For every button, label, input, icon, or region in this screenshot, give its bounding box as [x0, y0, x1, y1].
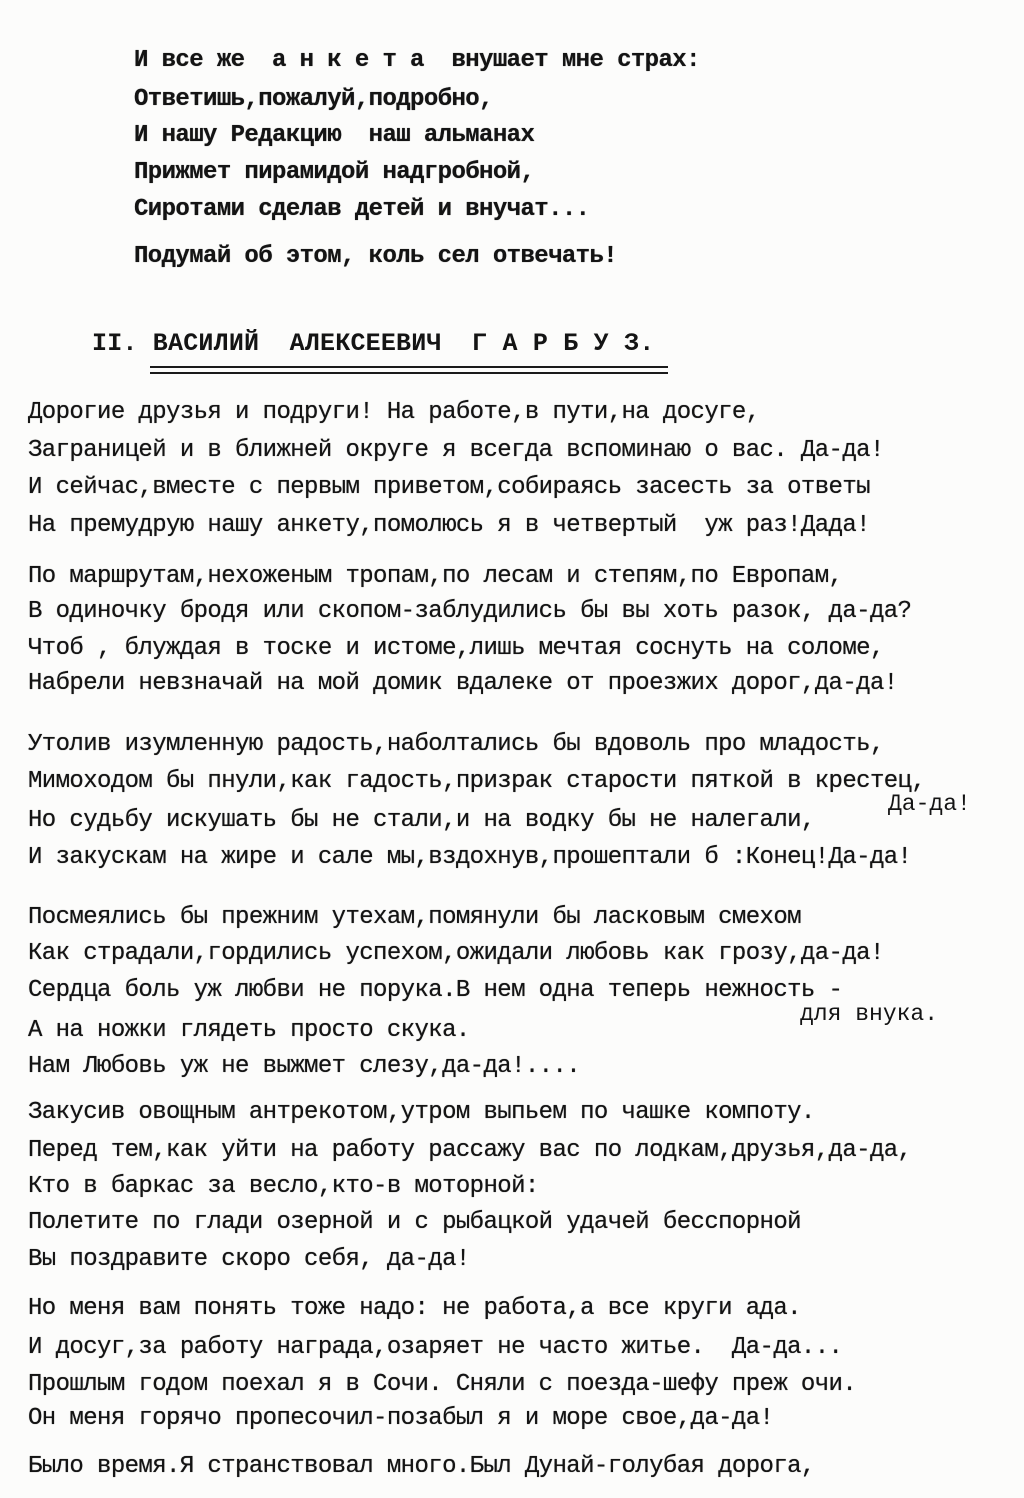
interlinear-da-da: Да-да! — [888, 791, 971, 817]
body-line: Сердца боль уж любви не порука.В нем одна теперь нежность - — [28, 977, 843, 1004]
body-line: Было время.Я странствовал много.Был Дунай-голубая дорога, — [28, 1453, 815, 1480]
body-line: На премудрую нашу анкету,помолюсь я в четвертый уж раз!Дада! — [28, 512, 870, 539]
body-line: Кто в баркас за весло,кто-в моторной: — [28, 1173, 539, 1200]
body-line: Набрели невзначай на мой домик вдалеке от проезжих дорог,да-да! — [28, 670, 898, 697]
body-line: И досуг,за работу награда,озаряет не часто житье. Да-да... — [28, 1334, 843, 1361]
body-line: Перед тем,как уйти на работу рассажу вас по лодкам,друзья,да-да, — [28, 1137, 912, 1164]
body-line: Полетите по глади озерной и с рыбацкой удачей бесспорной — [28, 1209, 801, 1236]
section-heading: II. ВАСИЛИЙ АЛЕКСЕЕВИЧ Г А Р Б У З. — [92, 329, 655, 358]
body-line: Нам Любовь уж не выжмет слезу,да-да!.... — [28, 1053, 581, 1080]
stanza-line: Прижмет пирамидой надгробной, — [134, 159, 535, 186]
body-line: Но меня вам понять тоже надо: не работа,а все круги ада. — [28, 1295, 801, 1322]
stanza-line: Сиротами сделав детей и внучат... — [134, 196, 590, 223]
body-line: И закускам на жире и сале мы,вздохнув,прошептали б :Конец!Да-да! — [28, 844, 912, 871]
interlinear-dlya-vnuka: для внука. — [800, 1001, 939, 1027]
heading-underline — [150, 366, 668, 368]
body-line: Как страдали,гордились успехом,ожидали любовь как грозу,да-да! — [28, 940, 884, 967]
body-line: Утолив изумленную радость,наболтались бы вдоволь про младость, — [28, 731, 884, 758]
body-line: Мимоходом бы пнули,как гадость,призрак старости пяткой в крестец, — [28, 768, 926, 795]
body-line: Вы поздравите скоро себя, да-да! — [28, 1246, 470, 1273]
body-line: А на ножки глядеть просто скука. — [28, 1017, 470, 1044]
body-line: Закусив овощным антрекотом,утром выпьем по чашке компоту. — [28, 1099, 815, 1126]
body-line: По маршрутам,нехоженым тропам,по лесам и степям,по Европам, — [28, 563, 843, 590]
body-line: В одиночку бродя или скопом-заблудились бы вы хоть разок, да-да? — [28, 598, 912, 625]
body-line: Прошлым годом поехал я в Сочи. Сняли с поезда-шефу преж очи. — [28, 1371, 857, 1398]
body-line: И сейчас,вместе с первым приветом,собираясь засесть за ответы — [28, 474, 870, 501]
body-line: Посмеялись бы прежним утехам,помянули бы ласковым смехом — [28, 904, 801, 931]
heading-underline — [150, 372, 668, 374]
stanza-line: Ответишь,пожалуй,подробно, — [134, 86, 493, 113]
body-line: Дорогие друзья и подруги! На работе,в пути,на досуге, — [28, 399, 760, 426]
stanza-line: И все же а н к е т а внушает мне страх: — [134, 47, 700, 74]
body-line: Но судьбу искушать бы не стали,и на водку бы не налегали, — [28, 807, 815, 834]
body-line: Он меня горячо пропесочил-позабыл я и море свое,да-да! — [28, 1405, 774, 1432]
body-line: Чтоб , блуждая в тоске и истоме,лишь мечтая соснуть на соломе, — [28, 635, 884, 662]
stanza-line: Подумай об этом, коль сел отвечать! — [134, 243, 618, 270]
body-line: Заграницей и в ближней округе я всегда вспоминаю о вас. Да-да! — [28, 437, 884, 464]
stanza-line: И нашу Редакцию наш альманах — [134, 122, 535, 149]
